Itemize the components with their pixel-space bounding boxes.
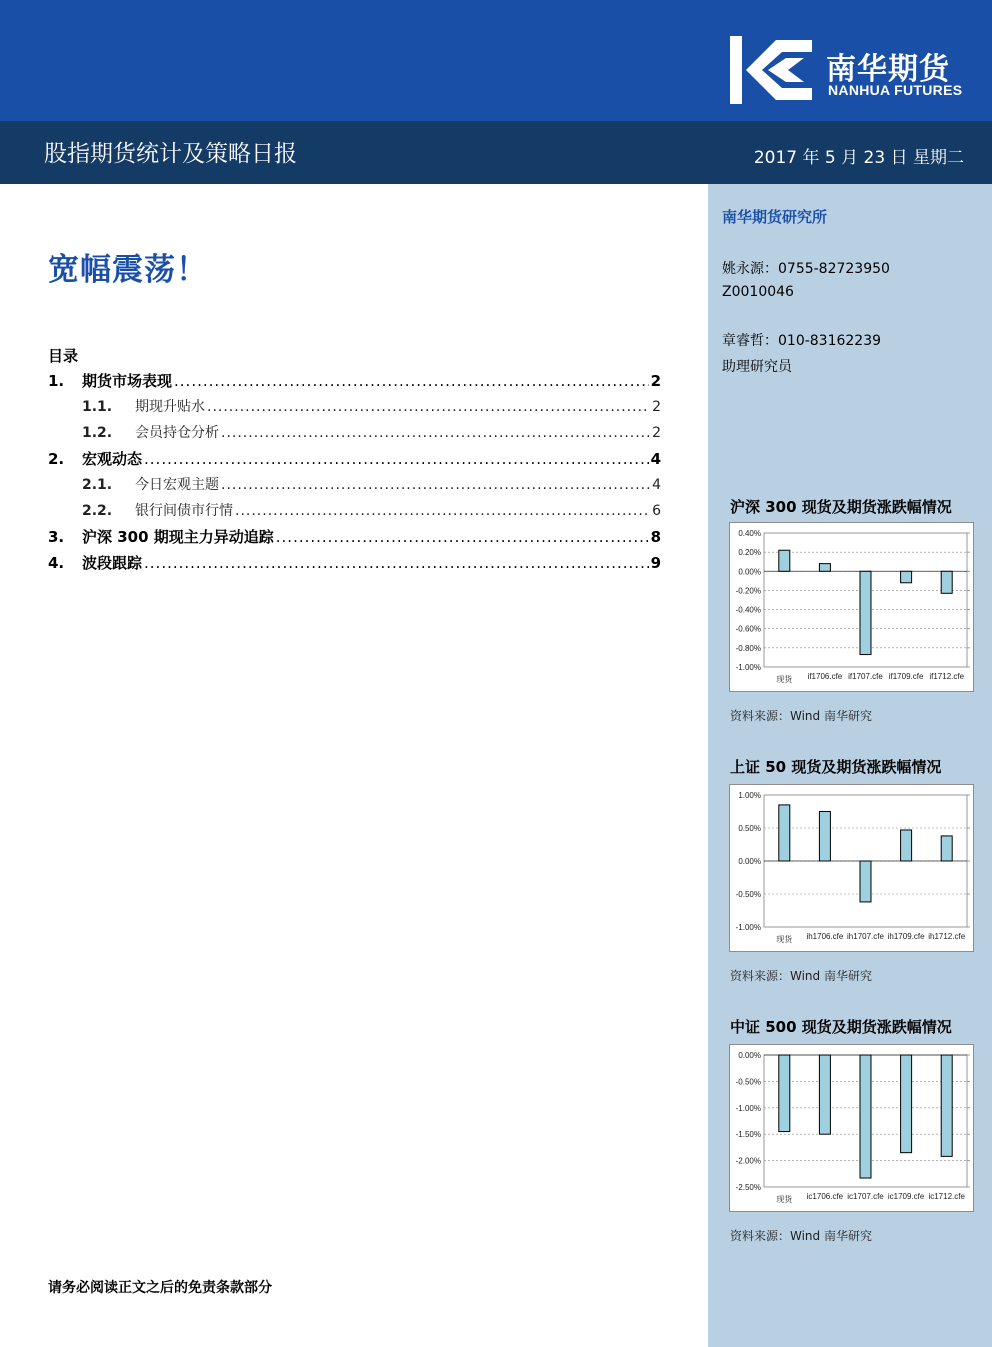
y-tick-label: 0.20% bbox=[738, 548, 761, 558]
chart-title-zz500: 中证 500 现货及期货涨跌幅情况 bbox=[730, 1018, 952, 1036]
toc-page: 8 bbox=[650, 528, 661, 546]
toc-number: 4. bbox=[48, 554, 65, 572]
header-banner bbox=[0, 0, 992, 121]
toc-title: 宏观动态 bbox=[82, 450, 143, 468]
toc-number: 3. bbox=[48, 528, 65, 546]
chart-hs300 bbox=[729, 522, 974, 692]
y-tick-label: -1.00% bbox=[735, 663, 761, 672]
chart-source-zz500: 资料来源：Wind 南华研究 bbox=[730, 1229, 872, 1243]
toc-page: 4 bbox=[652, 477, 661, 493]
x-tick-label: 现货 bbox=[776, 675, 793, 684]
bar bbox=[941, 836, 952, 861]
toc-page: 2 bbox=[650, 372, 661, 390]
chart-zz500 bbox=[729, 1044, 974, 1212]
bar bbox=[941, 1055, 952, 1156]
headline: 宽幅震荡！ bbox=[48, 252, 208, 288]
toc-leader bbox=[144, 450, 649, 468]
bar bbox=[819, 564, 830, 572]
bar bbox=[779, 805, 790, 861]
x-tick-label: ic1712.cfe bbox=[928, 1192, 965, 1201]
y-tick-label: -0.50% bbox=[735, 1077, 761, 1087]
bar bbox=[901, 571, 912, 582]
x-tick-label: if1712.cfe bbox=[929, 672, 965, 681]
toc-title: 期货市场表现 bbox=[82, 372, 173, 390]
y-tick-label: -2.00% bbox=[735, 1156, 761, 1166]
toc-entry-1[interactable] bbox=[48, 370, 661, 390]
chart-sz50 bbox=[729, 784, 974, 952]
y-tick-label: -2.50% bbox=[735, 1183, 761, 1192]
toc-entry-1-2[interactable] bbox=[82, 422, 661, 442]
x-tick-label: ic1707.cfe bbox=[847, 1192, 884, 1201]
toc-title: 会员持仓分析 bbox=[135, 425, 219, 441]
toc-leader bbox=[207, 399, 650, 415]
toc-number: 1.2. bbox=[82, 425, 113, 441]
toc-page: 6 bbox=[652, 503, 661, 519]
toc-leader bbox=[174, 372, 649, 390]
toc-entry-2-1[interactable] bbox=[82, 474, 661, 494]
x-tick-label: ih1712.cfe bbox=[928, 932, 966, 941]
analyst-1-license: Z0010046 bbox=[722, 284, 794, 300]
y-tick-label: -1.00% bbox=[735, 923, 761, 932]
chart-title-hs300: 沪深 300 现货及期货涨跌幅情况 bbox=[730, 498, 952, 516]
toc-leader bbox=[221, 477, 650, 493]
y-tick-label: -0.60% bbox=[735, 624, 761, 634]
toc-page: 2 bbox=[652, 399, 661, 415]
bar bbox=[779, 550, 790, 571]
analyst-2-contact: 章睿哲：010-83162239 bbox=[722, 333, 882, 349]
bar bbox=[819, 812, 830, 862]
bar bbox=[860, 861, 871, 902]
y-tick-label: 0.40% bbox=[738, 529, 761, 538]
bar bbox=[860, 571, 871, 654]
toc-title: 波段跟踪 bbox=[82, 554, 143, 572]
x-tick-label: ih1706.cfe bbox=[806, 932, 844, 941]
y-tick-label: -0.80% bbox=[735, 643, 761, 653]
nanhua-logo-icon bbox=[728, 34, 814, 106]
report-title: 股指期货统计及策略日报 bbox=[44, 141, 297, 167]
chart-hs300-plot bbox=[730, 523, 973, 691]
toc-number: 1. bbox=[48, 372, 65, 390]
toc-title: 期现升贴水 bbox=[135, 399, 205, 415]
x-tick-label: ic1709.cfe bbox=[887, 1192, 925, 1201]
toc-number: 2.2. bbox=[82, 503, 113, 519]
toc-entry-1-1[interactable] bbox=[82, 396, 661, 416]
chart-source-sz50: 资料来源：Wind 南华研究 bbox=[730, 969, 872, 983]
x-tick-label: ic1706.cfe bbox=[806, 1192, 844, 1201]
toc-page: 4 bbox=[650, 450, 661, 468]
y-tick-label: 0.50% bbox=[738, 824, 761, 833]
bar bbox=[860, 1055, 871, 1178]
disclaimer: 请务必阅读正文之后的免责条款部分 bbox=[48, 1280, 272, 1296]
toc-entry-2[interactable] bbox=[48, 448, 661, 468]
toc-title: 今日宏观主题 bbox=[135, 477, 219, 493]
x-tick-label: ih1707.cfe bbox=[847, 932, 884, 941]
toc-number: 2.1. bbox=[82, 477, 113, 493]
chart-zz500-plot bbox=[730, 1045, 973, 1211]
y-tick-label: 0.00% bbox=[738, 567, 761, 577]
toc-leader bbox=[144, 554, 649, 572]
y-tick-label: -1.50% bbox=[735, 1130, 761, 1140]
x-tick-label: if1706.cfe bbox=[807, 672, 843, 681]
toc-title: 沪深 300 期现主力异动追踪 bbox=[82, 528, 274, 546]
x-tick-label: 现货 bbox=[776, 935, 793, 944]
toc-leader bbox=[221, 425, 650, 441]
toc-page: 9 bbox=[650, 554, 661, 572]
toc-entry-2-2[interactable] bbox=[82, 500, 661, 520]
toc-entry-3[interactable] bbox=[48, 526, 661, 546]
y-tick-label: 0.00% bbox=[738, 857, 761, 866]
toc-leader bbox=[276, 528, 649, 546]
x-tick-label: 现货 bbox=[776, 1195, 793, 1204]
x-tick-label: ih1709.cfe bbox=[887, 932, 925, 941]
x-tick-label: if1709.cfe bbox=[888, 672, 924, 681]
bar bbox=[941, 571, 952, 593]
y-tick-label: 1.00% bbox=[738, 791, 761, 800]
x-tick-label: if1707.cfe bbox=[848, 672, 883, 681]
toc-title: 银行间债市行情 bbox=[135, 503, 233, 519]
bar bbox=[819, 1055, 830, 1134]
y-tick-label: 0.00% bbox=[738, 1051, 761, 1060]
analyst-1-contact: 姚永源：0755-82723950 bbox=[722, 261, 890, 277]
research-institute: 南华期货研究所 bbox=[722, 208, 828, 226]
toc-heading: 目录 bbox=[48, 347, 79, 365]
bar bbox=[901, 830, 912, 861]
report-date: 2017 年 5 月 23 日 星期二 bbox=[753, 148, 964, 168]
y-tick-label: -1.00% bbox=[735, 1103, 761, 1113]
chart-sz50-plot bbox=[730, 785, 973, 951]
chart-title-sz50: 上证 50 现货及期货涨跌幅情况 bbox=[730, 758, 942, 776]
y-tick-label: -0.50% bbox=[735, 890, 761, 899]
toc-entry-4[interactable] bbox=[48, 552, 661, 572]
bar bbox=[901, 1055, 912, 1153]
toc-page: 2 bbox=[652, 425, 661, 441]
logo-text-en: NANHUA FUTURES bbox=[828, 82, 963, 98]
toc-number: 2. bbox=[48, 450, 65, 468]
logo-text-cn: 南华期货 bbox=[826, 52, 950, 87]
chart-source-hs300: 资料来源：Wind 南华研究 bbox=[730, 709, 872, 723]
analyst-2-title: 助理研究员 bbox=[722, 359, 792, 375]
y-tick-label: -0.20% bbox=[735, 586, 761, 596]
y-tick-label: -0.40% bbox=[735, 605, 761, 615]
bar bbox=[779, 1055, 790, 1132]
toc-number: 1.1. bbox=[82, 399, 113, 415]
toc-leader bbox=[235, 503, 650, 519]
